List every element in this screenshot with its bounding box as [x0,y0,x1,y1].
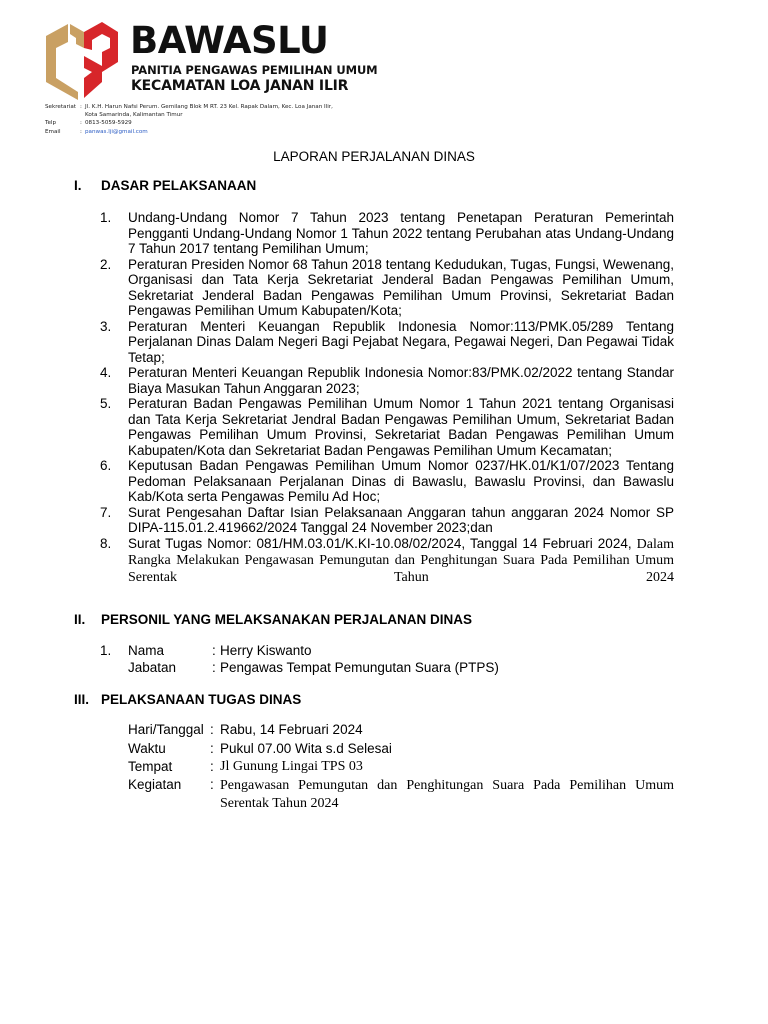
item-text: Peraturan Menteri Keuangan Republik Indonesia Nomor:113/PMK.05/289 Tentang Perjalanan Dinas Dalam Negeri Bagi Pejabat Negara, Pegawai Negeri, Dan Pegawai Tidak Tetap; [128,318,674,365]
item-text: Keputusan Badan Pengawas Pemilihan Umum Nomor 0237/HK.01/K1/07/2023 Tentang Pedoman Pelaksanaan Perjalanan Dinas di Bawaslu, Bawaslu Provinsi, dan Bawaslu Kab/Kota serta Pengawas Pemilu Ad Hoc; [128,458,674,504]
item-number: 6. [100,458,112,473]
waktu-value: Pukul 07.00 Wita s.d Selesai [220,741,392,756]
item-number: 2. [100,256,112,272]
org-subtitle: PANITIA PENGAWAS PEMILIHAN UMUM [131,63,378,77]
section-title: DASAR PELAKSANAAN [101,178,257,193]
list-item [100,319,674,366]
item-number: 1. [100,210,112,225]
contact-value: Jl. K.H. Harun Nafsi Perum. Gemilang Blok M RT. 23 Kel. Rapak Dalam, Kec. Loa Janan Ilir, [85,104,333,110]
waktu-label: Waktu [128,741,166,756]
org-name: BAWASLU [130,19,329,62]
item-number: 7. [100,504,112,520]
contact-label: Sekretariat [45,104,76,110]
item-number: 5. [100,396,112,411]
contact-phone: 0813-5059-5929 [85,120,132,127]
hari-label: Hari/Tanggal [128,722,204,737]
pelaksanaan-block: Hari/Tanggal : Rabu, 14 Februari 2024 Waktu : Pukul 07.00 Wita s.d Selesai Tempat : Jl Gunung Lingai TPS 03 Kegiatan : Pengawasan Pemungutan dan Penghitungan Suara Pada Pemilihan Umum Serentak Tahun 2024 [128,722,674,811]
bawaslu-logo [44,22,120,100]
item-text: Surat Pengesahan Daftar Isian Pelaksanaan Anggaran tahun anggaran 2024 Nomor SP DIPA-115.01.2.419662/2024 Tanggal 24 November 2023;dan [128,504,674,535]
personil-number: 1. [100,643,112,658]
document-title: LAPORAN PERJALANAN DINAS [273,149,475,164]
nama-value: Herry Kiswanto [220,643,312,658]
contact-block: Sekretariat : Jl. K.H. Harun Nafsi Perum. Gemilang Blok M RT. 23 Kel. Rapak Dalam, Kec. Loa Janan Ilir, Kota Samarinda, Kalimantan Timur Telp : 0813-5059-5929 Email : panwas.lji@gmail.com [45,103,355,136]
item-text-serif: Dalam Rangka Melakukan Pengawasan Pemungutan dan Penghitungan Suara Pada Pemilihan Umum Serentak Tahun 2024 [128,536,674,585]
item-text: Peraturan Badan Pengawas Pemilihan Umum Nomor 1 Tahun 2021 tentang Organisasi dan Tata Kerja Sekretariat Jendral Badan Pengawas Pemilihan Umum, Sekretariat Badan Pengawas Pemilihan Umum Provinsi, Sekretariat Badan Pengawas Pemilihan Umum Kabupaten/Kota dan Sekretariat Badan Pengawas Pemilihan Umum Kecamatan; [128,396,674,458]
contact-email-link[interactable]: panwas.lji@gmail.com [85,128,148,135]
tempat-value: Jl Gunung Lingai TPS 03 [220,759,363,774]
nama-label: Nama [128,643,165,658]
list-item [100,210,674,257]
item-number: 4. [100,365,112,380]
list-item [100,536,674,586]
jabatan-label: Jabatan [128,660,177,675]
contact-label [45,111,80,119]
item-number: 8. [100,535,112,551]
item-number: 3. [100,318,112,334]
item-text: Peraturan Presiden Nomor 68 Tahun 2018 tentang Kedudukan, Tugas, Fungsi, Wewenang, Organisasi dan Tata Kerja Sekretariat Jenderal Badan Pengawas Pemilihan Umum, Sekretariat Jenderal Badan Pengawas Pemilihan Umum Provinsi, Sekretariat Badan Pengawas Pemilihan Umum Kabupaten/Kota; [128,256,674,318]
section-number: I. [74,178,82,193]
list-item [100,365,674,396]
kegiatan-label: Kegiatan [128,777,182,792]
contact-value: Kota Samarinda, Kalimantan Timur [85,112,183,119]
contact-label: Email [45,128,61,135]
item-text: Peraturan Menteri Keuangan Republik Indonesia Nomor:83/PMK.02/2022 tentang Standar Biaya Masukan Tahun Anggaran 2023; [128,365,674,396]
list-item [100,458,674,505]
dasar-list [100,210,674,585]
jabatan-value: Pengawas Tempat Pemungutan Suara (PTPS) [220,660,499,675]
section-title: PERSONIL YANG MELAKSANAKAN PERJALANAN DINAS [101,612,473,627]
hari-value: Rabu, 14 Februari 2024 [220,722,363,737]
kegiatan-value: Pengawasan Pemungutan dan Penghitungan Suara Pada Pemilihan Umum Serentak Tahun 2024 [220,778,674,811]
list-item [100,257,674,319]
section-title: PELAKSANAAN TUGAS DINAS [101,692,302,707]
item-text: Surat Tugas Nomor: 081/HM.03.01/K.KI-10.08/02/2024, Tanggal 14 Februari 2024, [128,535,637,551]
personil-block: 1. Nama : Herry Kiswanto Jabatan : Pengawas Tempat Pemungutan Suara (PTPS) [100,643,499,675]
contact-label: Telp [45,120,57,127]
org-district: KECAMATAN LOA JANAN ILIR [131,78,349,94]
list-item [100,396,674,458]
tempat-label: Tempat [128,759,173,774]
item-text: Undang-Undang Nomor 7 Tahun 2023 tentang Penetapan Peraturan Pemerintah Pengganti Undang-Undang Nomor 1 Tahun 2022 tentang Perubahan atas Undang-Undang 7 Tahun 2017 tentang Pemilihan Umum; [128,210,674,256]
list-item [100,505,674,536]
section-number: II. [74,612,86,627]
section-number: III. [74,692,90,707]
